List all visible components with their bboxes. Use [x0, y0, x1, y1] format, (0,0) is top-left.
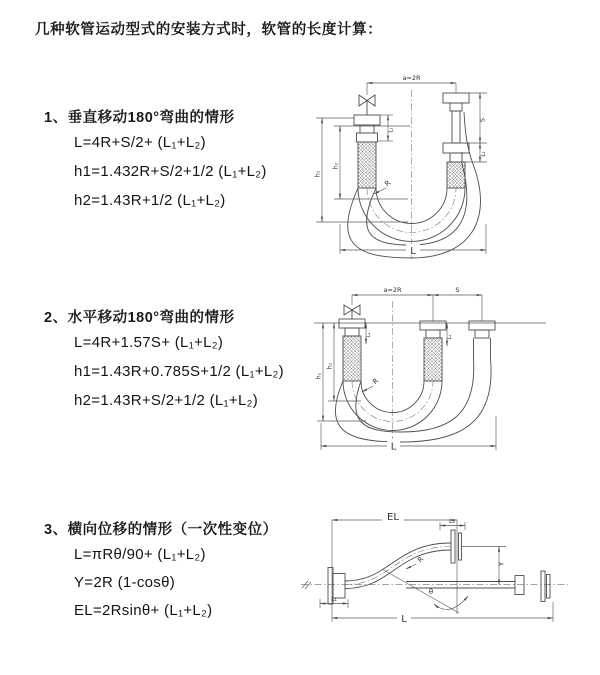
section1-formula-h2: h2=1.43R+1/2 (L₁+L₂)	[74, 192, 226, 209]
section2-formula-h2: h2=1.43R+S/2+1/2 (L₁+L₂)	[74, 392, 259, 409]
dim-label-l1-left: L₁	[366, 332, 372, 338]
dim-label-l1: L₁	[331, 596, 337, 603]
dim-label-s: S	[478, 117, 487, 123]
dim-label-l1-right: L₁	[481, 151, 487, 157]
dim-label-r: R	[371, 376, 381, 387]
dim-label-r: R	[383, 178, 393, 189]
braided-hose-left	[343, 336, 361, 381]
dim-label-a2r: a=2R	[383, 286, 402, 294]
middle-end-fitting	[420, 321, 446, 381]
radius-callout	[374, 179, 392, 194]
valve-icon	[359, 95, 375, 115]
dim-label-l2: L₂	[449, 518, 455, 525]
section3-heading: 3、横向位移的情形（一次性变位）	[44, 522, 278, 538]
diagram-lateral-displacement	[298, 502, 598, 654]
dim-l	[340, 224, 486, 257]
straight-pipe-original	[406, 571, 550, 602]
braided-hose-middle	[424, 338, 442, 381]
dim-l1-left	[378, 115, 395, 141]
left-end-fitting	[339, 319, 365, 381]
page-title: 几种软管运动型式的安装方式时，软管的长度计算：	[35, 22, 383, 38]
section1-heading: 1、垂直移动180°弯曲的情形	[44, 110, 235, 126]
section1-formula-L: L=4R+S/2+ (L₁+L₂)	[74, 134, 206, 151]
dim-l1-mid	[447, 323, 453, 346]
dim-a2r-s	[352, 286, 482, 321]
dim-label-l: L	[410, 246, 416, 257]
dim-label-l: L	[401, 614, 407, 625]
diagram-horizontal-180-bend	[306, 281, 596, 453]
section3-formula-Y: Y=2R (1-cosθ)	[74, 574, 176, 591]
dim-label-a2r: a=2R	[402, 74, 421, 82]
dim-label-l1-mid: L₁	[447, 334, 453, 340]
dim-label-y: Y	[497, 561, 506, 567]
right-end-fitting	[469, 321, 495, 359]
dim-y	[462, 547, 506, 585]
valve-icon	[344, 305, 360, 319]
dim-l	[332, 602, 553, 625]
section1-formula-h1: h1=1.432R+S/2+1/2 (L₁+L₂)	[74, 163, 267, 180]
braided-hose-left	[358, 142, 376, 188]
dim-label-h1: h₁	[315, 372, 323, 380]
section2-formula-h1: h1=1.43R+0.785S+1/2 (L₁+L₂)	[74, 363, 284, 380]
dim-label-h1: h₁	[314, 170, 322, 178]
dim-label-s: S	[455, 286, 460, 294]
dim-label-el: EL	[387, 512, 399, 523]
diagram-vertical-180-bend	[310, 64, 590, 262]
dim-l1-left	[366, 323, 372, 344]
dim-label-r: R	[416, 555, 426, 565]
pipe-break-mark	[302, 581, 311, 589]
dim-label-h2: h₂	[332, 162, 340, 170]
dim-el	[332, 512, 457, 523]
right-end-fittings	[443, 93, 469, 188]
section3-formula-L: L=πRθ/90+ (L₁+L₂)	[74, 546, 206, 563]
section2-heading: 2、水平移动180°弯曲的情形	[44, 310, 235, 326]
radius-callout	[362, 377, 380, 392]
dim-label-l1-left: L₁	[388, 127, 395, 133]
upper-flange	[451, 530, 462, 563]
angle-theta	[382, 569, 468, 613]
dim-label-h2: h₂	[326, 362, 334, 370]
dim-label-l: L	[390, 441, 397, 453]
left-flange	[302, 568, 345, 605]
dim-l	[321, 416, 496, 453]
section2-formula-L: L=4R+1.57S+ (L₁+L₂)	[74, 334, 224, 351]
section3-formula-EL: EL=2Rsinθ+ (L₁+L₂)	[74, 602, 213, 619]
dim-label-theta: θ	[428, 588, 434, 596]
